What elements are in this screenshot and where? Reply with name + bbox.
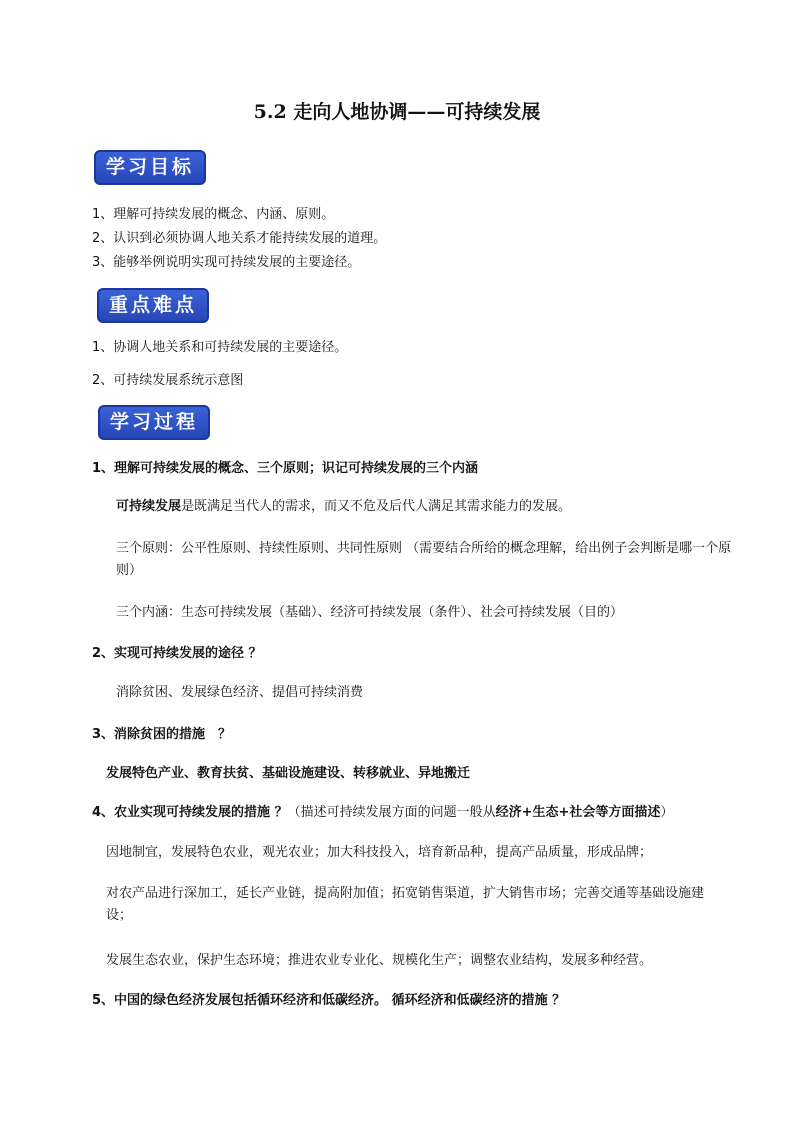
section-2-text: 消除贫困、发展绿色经济、提倡可持续消费 xyxy=(116,685,364,700)
section-5-heading: 5、中国的绿色经济发展包括循环经济和低碳经济。 循环经济和低碳经济的措施 ？ xyxy=(92,993,566,1008)
section-badge-key-points: 重点难点 xyxy=(97,288,209,323)
goal-item-1: 1、理解可持续发展的概念、内涵、原则。 xyxy=(92,207,335,222)
section-4-note-bold: 经济+生态+社会等方面描述 xyxy=(495,805,661,820)
section-badge-goals: 学习目标 xyxy=(94,150,206,185)
definition-term: 可持续发展 xyxy=(116,499,182,514)
section-4-line-1: 因地制宜，发展特色农业，观光农业；加大科技投入，培育新品种，提高产品质量，形成品牌； xyxy=(106,845,653,860)
key-point-item-1: 1、协调人地关系和可持续发展的主要途径。 xyxy=(92,340,348,355)
section-badge-process: 学习过程 xyxy=(98,405,210,440)
definition-text: 是既满足当代人的需求，而又不危及后代人满足其需求能力的发展。 xyxy=(181,499,572,514)
section-3-heading: 3、消除贫困的措施 ？ xyxy=(92,727,232,742)
section-3-text: 发展特色产业、教育扶贫、基础设施建设、转移就业、异地搬迁 xyxy=(106,766,471,781)
goal-item-3: 3、能够举例说明实现可持续发展的主要途径。 xyxy=(92,255,361,270)
definition-paragraph xyxy=(92,496,736,518)
connotations-paragraph: 三个内涵：生态可持续发展（基础）、经济可持续发展（条件）、社会可持续发展（目的） xyxy=(116,605,624,620)
principles-paragraph: 三个原则：公平性原则、持续性原则、共同性原则 （需要结合所给的概念理解，给出例子会判断是哪一个原则） xyxy=(116,541,732,578)
page-title: 5.2 走向人地协调——可持续发展 xyxy=(253,101,541,123)
goal-item-2: 2、认识到必须协调人地关系才能持续发展的道理。 xyxy=(92,231,387,246)
section-4-heading: 4、农业实现可持续发展的措施 ？ xyxy=(92,805,288,820)
section-4-line-3: 发展生态农业，保护生态环境；推进农业专业化、规模化生产；调整农业结构，发展多种经营。 xyxy=(106,953,653,968)
section-4-note-suffix: ） xyxy=(660,805,674,820)
section-1-heading: 1、理解可持续发展的概念、三个原则；识记可持续发展的三个内涵 xyxy=(92,461,479,476)
section-2-heading: 2、实现可持续发展的途径 ？ xyxy=(92,646,262,661)
section-4-note-prefix: （描述可持续发展方面的问题一般从 xyxy=(287,805,496,820)
section-4-line-2: 对农产品进行深加工，延长产业链，提高附加值；拓宽销售渠道，扩大销售市场；完善交通等基础设施建设； xyxy=(106,886,705,923)
section-4-heading-line xyxy=(92,802,712,824)
key-point-item-2: 2、可持续发展系统示意图 xyxy=(92,373,244,388)
